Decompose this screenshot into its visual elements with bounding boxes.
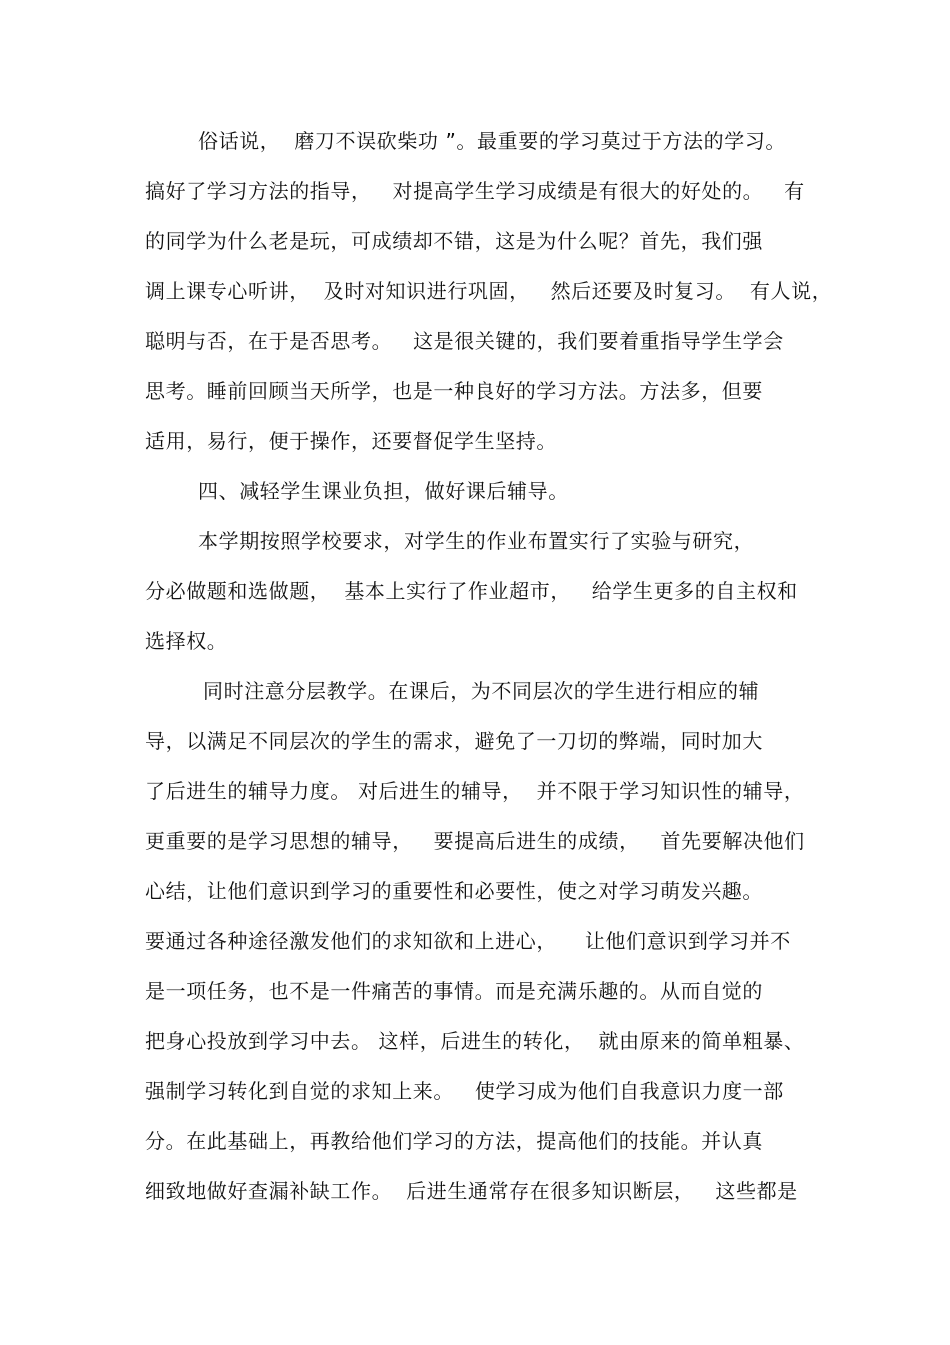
paragraph-line: 选择权。 [145, 629, 228, 653]
paragraph-line: 搞好了学习方法的指导， 对提高学生学习成绩是有很大的好处的。 有 [145, 179, 805, 203]
paragraph-line: 本学期按照学校要求，对学生的作业布置实行了实验与研究， [198, 529, 755, 553]
section-heading: 四、减轻学生课业负担，做好课后辅导。 [198, 479, 569, 503]
paragraph-line: 聪明与否，在于是否思考。 这是很关键的，我们要着重指导学生学会 [145, 329, 784, 353]
paragraph-line: 心结，让他们意识到学习的重要性和必要性，使之对学习萌发兴趣。 [145, 879, 763, 903]
paragraph-line: 更重要的是学习思想的辅导， 要提高后进生的成绩， 首先要解决他们 [145, 829, 805, 853]
paragraph-line: 强制学习转化到自觉的求知上来。 使学习成为他们自我意识力度一部 [145, 1079, 784, 1103]
paragraph-line: 了后进生的辅导力度。 对后进生的辅导， 并不限于学习知识性的辅导， [145, 779, 805, 803]
paragraph-line: 俗话说， 磨刀不误砍柴功 ”。最重要的学习莫过于方法的学习。 [198, 129, 787, 153]
paragraph-line: 调上课专心听讲， 及时对知识进行巩固， 然后还要及时复习。 有人说， [145, 279, 833, 303]
paragraph-line: 把身心投放到学习中去。 这样，后进生的转化， 就由原来的简单粗暴、 [145, 1029, 805, 1053]
paragraph-line: 细致地做好查漏补缺工作。 后进生通常存在很多知识断层， 这些都是 [145, 1179, 798, 1203]
paragraph-line: 是一项任务，也不是一件痛苦的事情。而是充满乐趣的。从而自觉的 [145, 979, 763, 1003]
paragraph-line: 分必做题和选做题， 基本上实行了作业超市， 给学生更多的自主权和 [145, 579, 798, 603]
paragraph-line: 思考。睡前回顾当天所学，也是一种良好的学习方法。方法多，但要 [145, 379, 763, 403]
paragraph-line: 同时注意分层教学。在课后，为不同层次的学生进行相应的辅 [203, 679, 760, 703]
paragraph-line: 的同学为什么老是玩，可成绩却不错，这是为什么呢？首先，我们强 [145, 229, 763, 253]
paragraph-line: 导，以满足不同层次的学生的需求，避免了一刀切的弊端，同时加大 [145, 729, 763, 753]
paragraph-line: 分。在此基础上，再教给他们学习的方法，提高他们的技能。并认真 [145, 1129, 763, 1153]
paragraph-line: 要通过各种途径激发他们的求知欲和上进心， 让他们意识到学习并不 [145, 929, 791, 953]
paragraph-line: 适用，易行，便于操作，还要督促学生坚持。 [145, 429, 557, 453]
